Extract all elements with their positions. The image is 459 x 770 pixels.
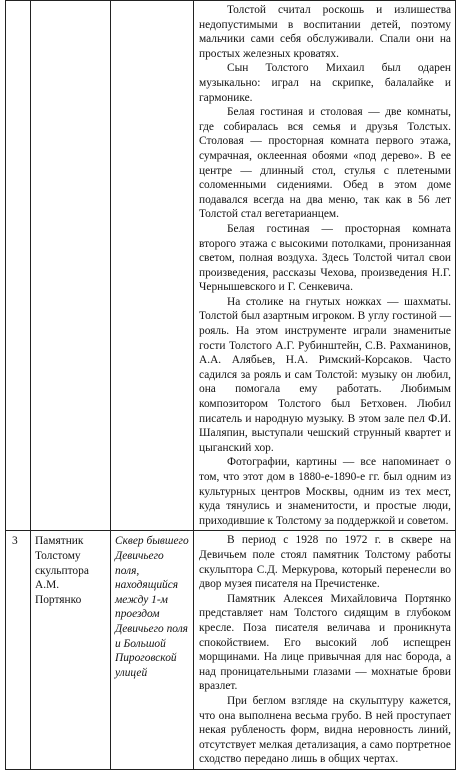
cell-location-empty <box>111 1 194 531</box>
table-row-3 <box>6 531 456 770</box>
cell-description <box>194 1 456 531</box>
table-row-continued <box>6 1 456 531</box>
paragraph: Памятник Алексея Михайловича Портянко представляет нам Толстого сидящим в глубоком кресле. Поза писателя величава и проникнута спокойствием. Его высокий лоб испещрен морщинами. На лице привычная для нас борода, а над проницательными глазами — мохнатые брови вразлет. <box>199 592 451 693</box>
paragraph: На столике на гнутых ножках — шахматы. Толстой был азартным игроком. В углу гостиной — рояль. На этом инструменте играли знаменитые гости Толстого А.Г. Рубинштейн, С.В. Рахманинов, А.А. Алябьев, Н.А. Римский-Корсаков. Часто садился за рояль и сам Толстой: музыку он любил, она помогала ему работать. Любимым композитором Толстого был Бетховен. Любил писатель и народную музыку. В этом зале пел Ф.И. Шаляпин, выступали чешский струнный квартет и цыганский хор. <box>199 295 451 454</box>
paragraph: Фотографии, картины — все напоминает о том, что этот дом в 1880-е-1890-е гг. был одним из культурных центров Москвы, одним из тех мест, куда тянулись и знаменитости, и простые люди, приходившие к Толстому за поддержкой и советом. <box>199 456 451 527</box>
paragraph: При беглом взгляде на скульптуру кажется, что она выполнена весьма грубо. В ней проступает некая рубленость форм, видна неровность линий, отсутствует мелкая детализация, а само портретное сходство передано лишь в общих чертах. <box>199 694 451 766</box>
cell-description <box>194 531 456 770</box>
monument-name: Памятник Толстому скульптора А.М. Портянко <box>31 531 111 770</box>
paragraph: В период с 1928 по 1972 г. в сквере на Девичьем поле стоял памятник Толстому работы скульптора С.Д. Меркурова, который перенесли во двор музея писателя на Пречистенке. <box>199 534 451 591</box>
document-table <box>5 0 456 770</box>
paragraph: Сын Толстого Михаил был одарен музыкально: играл на скрипке, балалайке и гармонике. <box>199 62 451 104</box>
paragraph: Белая гостиная и столовая — две комнаты, где собиралась вся семья и друзья Толстых. Столовая — просторная комната первого этажа, сумрачная, оклеенная обоями «под дерево». В ее центре — длинный стол, стулья с плетеными соломенными сидениями. Обед в этом доме подавался всегда на два меню, так как в 56 лет Толстой стал вегетарианцем. <box>199 106 451 221</box>
row-number: 3 <box>6 531 31 770</box>
cell-name-empty <box>31 1 111 531</box>
paragraph: Белая гостиная — просторная комната второго этажа с высокими потолками, пронизанная светом, полная воздуха. Здесь Толстой читал свои произведения, рассказы Чехова, произведения Н.Г. Чернышевского и Г. Сенкевича. <box>199 222 451 294</box>
paragraph: Толстой считал роскошь и излишества недопустимыми в воспитании детей, поэтому мальчики сами себя обслуживали. Спали они на простых железных кроватях. <box>199 4 451 60</box>
cell-number-empty <box>6 1 31 531</box>
monument-location: Сквер бывшего Девичьего поля, находящийся между 1-м проездом Девичьего поля и Большой Пироговской улицей <box>111 531 194 770</box>
